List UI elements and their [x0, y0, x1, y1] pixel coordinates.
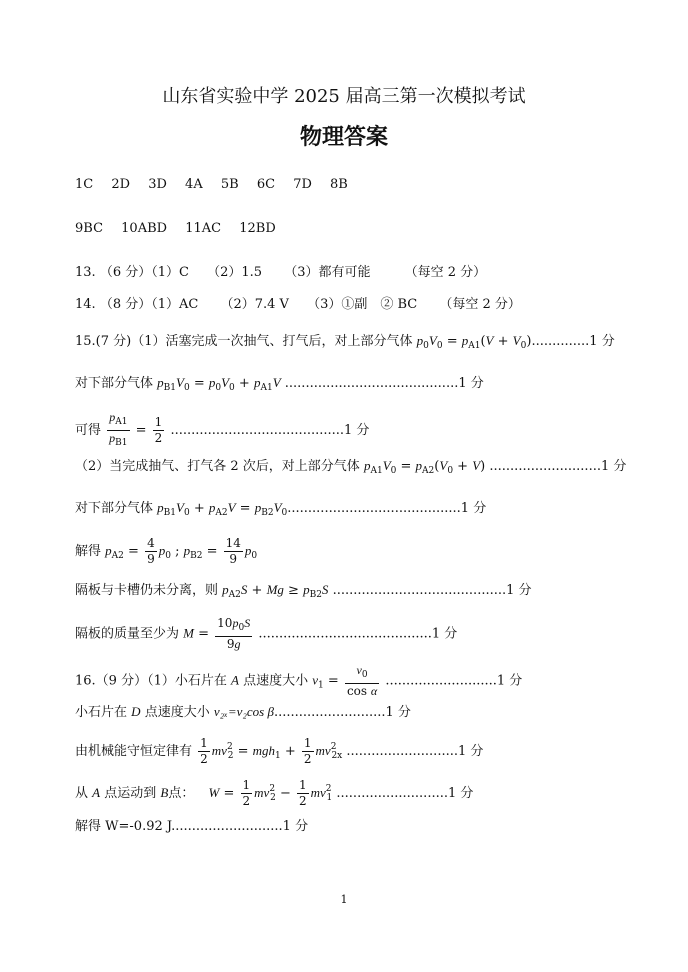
mc-answer: 7D	[293, 177, 312, 192]
mc-answer: 12BD	[239, 221, 276, 236]
mc-answer: 2D	[111, 177, 131, 192]
score-dots: ...........................1 分	[346, 744, 484, 759]
q14-answer	[75, 296, 521, 314]
points: （6 分）	[99, 265, 152, 280]
step-text: 15.(7 分)（1）活塞完成一次抽气、打气后，对上部分气体	[75, 334, 413, 349]
q15-line-2	[75, 374, 484, 397]
q15-line-6: 解得 $p_{A2}$ = $\frac{4}{9}$ $p_0$ ; $p_{B2}$ = $\frac{14}{9}$ $p_0$	[75, 536, 258, 566]
scoring-note: （每空 2 分）	[404, 265, 487, 280]
formula: v₂ₓ=v₂cos β	[213, 704, 274, 719]
fraction: $\frac{4}{9}$	[147, 536, 155, 566]
q15-line-1	[75, 332, 615, 355]
formula: $p_{B1}V_0 + p_{A2}V = p_{B2}V_0$	[157, 500, 288, 518]
fraction: $\frac{1}{2}$	[242, 778, 251, 808]
score-dots: ...........................1 分	[489, 459, 627, 474]
question-number: 13.	[75, 265, 96, 280]
step-text: 从	[75, 786, 89, 801]
fraction: $\frac{14}{9}$	[225, 536, 241, 566]
mc-answer: 3D	[148, 177, 167, 192]
part-answer: （3）都有可能	[284, 265, 371, 280]
part-answer: （3）①副 ② BC	[307, 297, 418, 312]
formula: $p_0V_0 = p_{A1}(V + V_0)$	[416, 333, 532, 351]
step-text: 点速度大小	[243, 673, 309, 689]
mc-answer: 6C	[256, 177, 276, 192]
mc-answer: 10ABD	[121, 221, 168, 236]
q16-line-3: 由机械能守恒定律有 $\frac{1}{2}$ $mv^2_2 = mgh_1$ + $\frac{1}{2}$ $mv^2_{2x}$ ...........................1 分	[75, 736, 484, 766]
part-answer: （1）C	[151, 265, 189, 280]
step-text: 对下部分气体	[75, 376, 154, 391]
fraction: $\frac{p_{A1}}{p_{B1}}$	[109, 410, 128, 448]
step-text: 16.（9 分）（1）小石片在	[75, 673, 227, 689]
step-text: 由机械能守恒定律有	[75, 744, 193, 759]
step-text: 可得	[75, 423, 102, 438]
q15-line-3: 可得 $\frac{p_{A1}}{p_{B1}}$ = $\frac{1}{2}$ ..........................................1 分	[75, 410, 369, 451]
score-dots: ...........................1 分	[171, 819, 309, 834]
step-text: 点：	[168, 786, 195, 801]
mc-answers-row-2	[75, 220, 276, 238]
q16-line-1: 16.（9 分）（1）小石片在 A 点速度大小 $v_1$ = $\frac{v_0}{\text{cos α}}$ ...........................1 分	[75, 663, 523, 698]
score-dots: ..........................................1 分	[284, 376, 484, 391]
score-dots: ..........................................1 分	[332, 583, 532, 598]
mc-answer: 9BC	[75, 221, 104, 236]
part-answer: （2）7.4 V	[220, 297, 289, 312]
step-text: 点运动到	[104, 786, 157, 801]
fraction: $\frac{v_0}{\text{cos α}}$	[346, 663, 378, 698]
step-text: 解得	[75, 544, 102, 559]
step-text: （2）当完成抽气、打气各 2 次后，对上部分气体	[75, 459, 360, 474]
formula: W=-0.92 J	[105, 819, 172, 834]
point-label: B	[160, 785, 169, 800]
score-dots: ..........................................1 分	[258, 626, 458, 642]
fraction: $\frac{1}{2}$	[200, 736, 208, 766]
score-dots: ...........................1 分	[385, 673, 523, 689]
point-label: A	[92, 785, 101, 800]
step-text: 点速度大小	[144, 705, 210, 720]
page-title: 物理答案	[299, 125, 388, 150]
mc-answer: 4A	[185, 177, 203, 192]
q15-line-4	[75, 457, 626, 480]
formula: $p_{A1}V_0 = p_{A2}(V_0 + V)$	[363, 458, 486, 476]
step-text: 隔板与卡槽仍未分离，则	[75, 583, 219, 598]
part-answer: （1）AC	[151, 297, 199, 312]
step-text: 解得	[75, 819, 102, 834]
q16-line-5	[75, 818, 308, 836]
exam-title: 山东省实验中学 2025 届高三第一次模拟考试	[162, 86, 526, 107]
mc-answer: 8B	[330, 177, 348, 192]
point-label: D	[131, 704, 141, 719]
mc-answers-row-1	[75, 176, 348, 194]
fraction: $\frac{1}{2}$	[154, 415, 163, 445]
fraction: $\frac{1}{2}$	[298, 778, 307, 808]
part-answer: （2）1.5	[207, 265, 263, 280]
q13-answer	[75, 264, 486, 282]
question-number: 14.	[75, 297, 96, 312]
q15-line-7	[75, 581, 532, 604]
step-text: 对下部分气体	[75, 501, 154, 516]
score-dots: ..........................................1 分	[287, 501, 487, 516]
score-dots: ...........................1 分	[336, 786, 474, 801]
points: （8 分）	[99, 297, 152, 312]
fraction: $\frac{10p_0S}{9g}$	[217, 616, 251, 651]
step-text: 隔板的质量至少为	[75, 626, 180, 642]
page-number: 1	[340, 893, 348, 906]
q15-line-8: 隔板的质量至少为 M = $\frac{10p_0S}{9g}$ ..........................................1 分	[75, 616, 458, 651]
mc-answer: 11AC	[185, 221, 222, 236]
score-dots: ..........................................1 分	[170, 423, 370, 438]
scoring-note: （每空 2 分）	[439, 297, 521, 312]
step-text: 小石片在	[75, 705, 128, 720]
point-label: A	[231, 672, 239, 688]
q15-line-5	[75, 499, 486, 522]
score-dots: ...........................1 分	[273, 705, 411, 720]
score-dots: ..............1 分	[531, 334, 615, 349]
mc-answer: 1C	[75, 177, 94, 192]
q16-line-4: 从 A 点运动到 B点： W = $\frac{1}{2}$ $mv^2_2$ − $\frac{1}{2}$ $mv^2_1$ ...........................1 分	[75, 778, 474, 808]
formula: $p_{A2}S + Mg \ge p_{B2}S$	[222, 582, 329, 600]
q16-line-2	[75, 703, 411, 722]
formula: $p_{B1}V_0 = p_0V_0 + p_{A1}V$	[157, 375, 281, 393]
mc-answer: 5B	[220, 177, 239, 192]
fraction: $\frac{1}{2}$	[303, 736, 312, 766]
